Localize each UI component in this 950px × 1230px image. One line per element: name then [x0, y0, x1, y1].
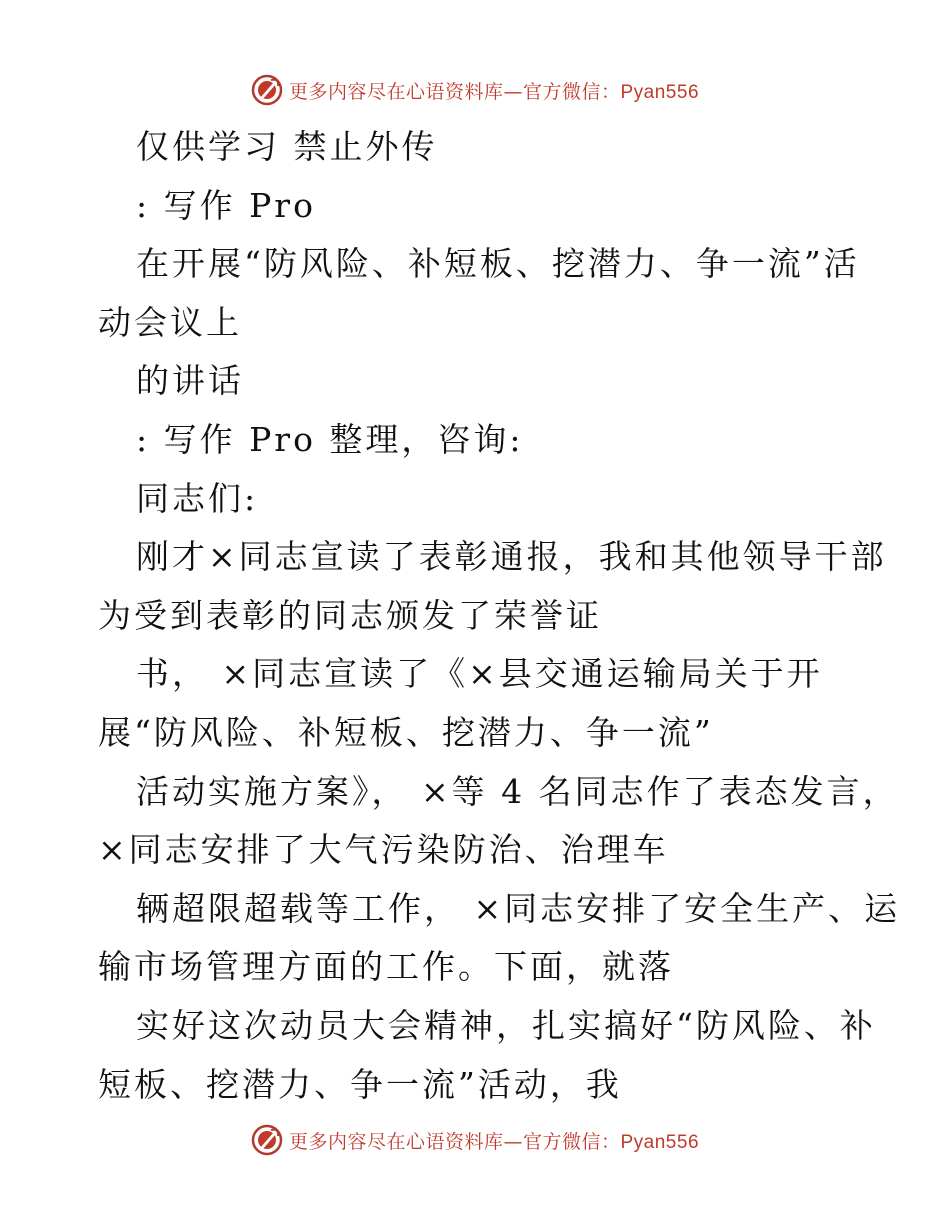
- text-line: 刚才×同志宣读了表彰通报，我和其他领导干部: [136, 537, 887, 577]
- watermark-prefix: 更多内容尽在心语资料库: [288, 80, 504, 103]
- document-body: [98, 118, 901, 1114]
- text-line: 短板、挖潜力、争一流”活动，我: [98, 1064, 622, 1104]
- text-line: 书， ×同志宣读了《×县交通运输局关于开: [136, 654, 823, 694]
- quill-seal-icon: [251, 74, 283, 106]
- watermark-banner-bottom: [0, 1118, 950, 1162]
- watermark-suffix: 官方微信：: [522, 80, 621, 103]
- watermark-prefix: 更多内容尽在心语资料库: [288, 1130, 504, 1153]
- text-line: 仅供学习 禁止外传: [136, 127, 438, 166]
- watermark-dash: —: [503, 80, 523, 103]
- text-line: 实好这次动员大会精神，扎实搞好“防风险、补: [136, 1005, 876, 1045]
- text-line: 在开展“防风险、补短板、挖潜力、争一流”活: [136, 244, 860, 284]
- watermark-text: [289, 1127, 699, 1154]
- watermark-account: Pyan556: [620, 81, 700, 103]
- text-line: 同志们:: [136, 478, 259, 518]
- text-line: ×同志安排了大气污染防治、治理车: [98, 830, 669, 870]
- text-line: 的讲话: [136, 361, 244, 401]
- quill-seal-icon: [251, 1124, 283, 1156]
- text-line: 为受到表彰的同志颁发了荣誉证: [98, 595, 602, 635]
- text-line: 输市场管理方面的工作。下面，就落: [98, 947, 674, 987]
- watermark-account: Pyan556: [620, 1131, 700, 1153]
- text-line: : 写作 Pro: [136, 185, 316, 225]
- text-line: 动会议上: [98, 302, 242, 342]
- watermark-banner-top: [0, 68, 950, 112]
- text-line: 辆超限超载等工作， ×同志安排了安全生产、运: [136, 888, 901, 928]
- watermark-text: [289, 77, 699, 104]
- watermark-dash: —: [503, 1130, 523, 1153]
- text-line: 活动实施方案》， ×等 4 名同志作了表态发言，: [136, 771, 899, 811]
- text-line: 展“防风险、补短板、挖潜力、争一流”: [98, 712, 714, 752]
- watermark-suffix: 官方微信：: [522, 1130, 621, 1153]
- text-line: : 写作 Pro 整理，咨询:: [136, 419, 524, 459]
